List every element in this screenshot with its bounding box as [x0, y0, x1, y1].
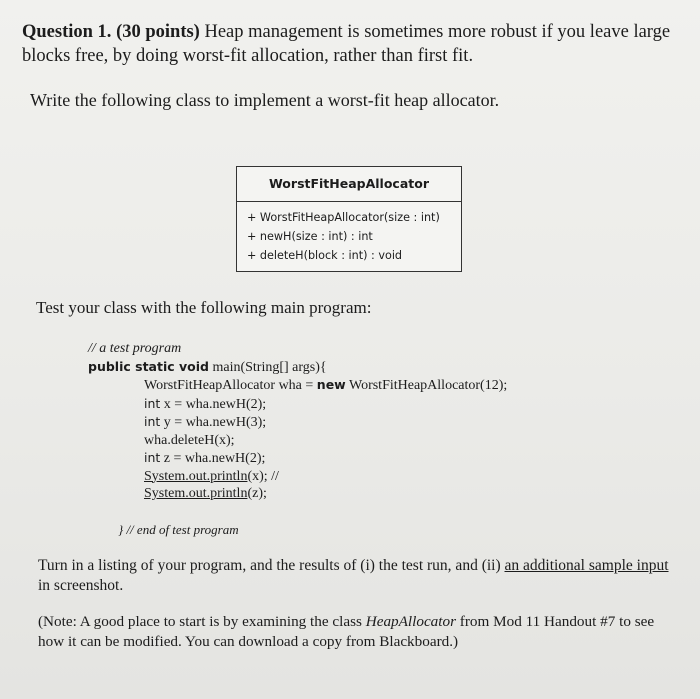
code-text: main(String[] args){ — [208, 359, 327, 375]
note-text: from Mod 11 Handout #7 to see how it can be modified. You can download a copy from Blackboard.) — [38, 613, 655, 650]
code-line-z — [88, 449, 608, 468]
code-system-call: System.out.println — [144, 486, 248, 501]
note-text: (Note: A good place to start is by examining the class — [38, 613, 366, 630]
question-text: Heap management is sometimes more robust if you leave large blocks free, by doing worst-fit allocation, rather than first fit. — [22, 22, 671, 66]
code-text: WorstFitHeapAllocator(12); — [345, 378, 508, 393]
instruction-text: Write the following class to implement a worst-fit heap allocator. — [30, 90, 500, 110]
code-text: x = wha.newH(2); — [160, 396, 267, 412]
code-line-print-z — [88, 485, 608, 503]
uml-operation: + newH(size : int) : int — [247, 230, 373, 243]
uml-class-diagram — [236, 166, 462, 272]
uml-operation: + deleteH(block : int) : void — [247, 249, 403, 262]
code-keyword: int — [144, 414, 161, 429]
question-points: (30 points) — [116, 22, 200, 42]
turnin-paragraph — [38, 556, 678, 596]
code-keyword: public static void — [88, 358, 209, 374]
code-keyword: new — [316, 377, 346, 392]
code-comment: // a test program — [88, 341, 182, 356]
test-label: Test your class with the following main program: — [36, 298, 372, 317]
code-line-delete: wha.deleteH(x); — [144, 432, 235, 448]
code-line-y — [88, 413, 608, 432]
code-text: z = wha.newH(2); — [160, 451, 266, 466]
code-main-signature — [88, 358, 608, 377]
code-text: WorstFitHeapAllocator wha = — [144, 378, 317, 393]
code-keyword: int — [144, 450, 161, 465]
code-system-call: System.out.println — [144, 468, 248, 484]
code-line-print-x — [88, 468, 608, 486]
code-line-allocator — [88, 376, 608, 395]
question-heading — [22, 20, 682, 68]
code-keyword: int — [144, 395, 161, 411]
question-number: Question 1. — [22, 22, 112, 42]
code-line-x — [88, 395, 608, 414]
turnin-text: Turn in a listing of your program, and the results of (i) the test run, and (ii) — [38, 557, 505, 574]
uml-class-name: WorstFitHeapAllocator — [237, 167, 461, 202]
code-text: y = wha.newH(3); — [160, 415, 267, 430]
uml-operation: + WorstFitHeapAllocator(size : int) — [247, 211, 440, 224]
code-text: (z); — [247, 486, 267, 501]
code-listing — [88, 340, 608, 503]
turnin-underlined: an additional sample input — [504, 557, 669, 574]
code-text: (x); // — [247, 468, 279, 484]
uml-operations — [237, 202, 461, 271]
code-end-comment: } // end of test program — [118, 522, 239, 537]
note-class-ref: HeapAllocator — [365, 613, 456, 630]
turnin-text: in screenshot. — [38, 577, 124, 594]
note-paragraph — [38, 612, 678, 652]
